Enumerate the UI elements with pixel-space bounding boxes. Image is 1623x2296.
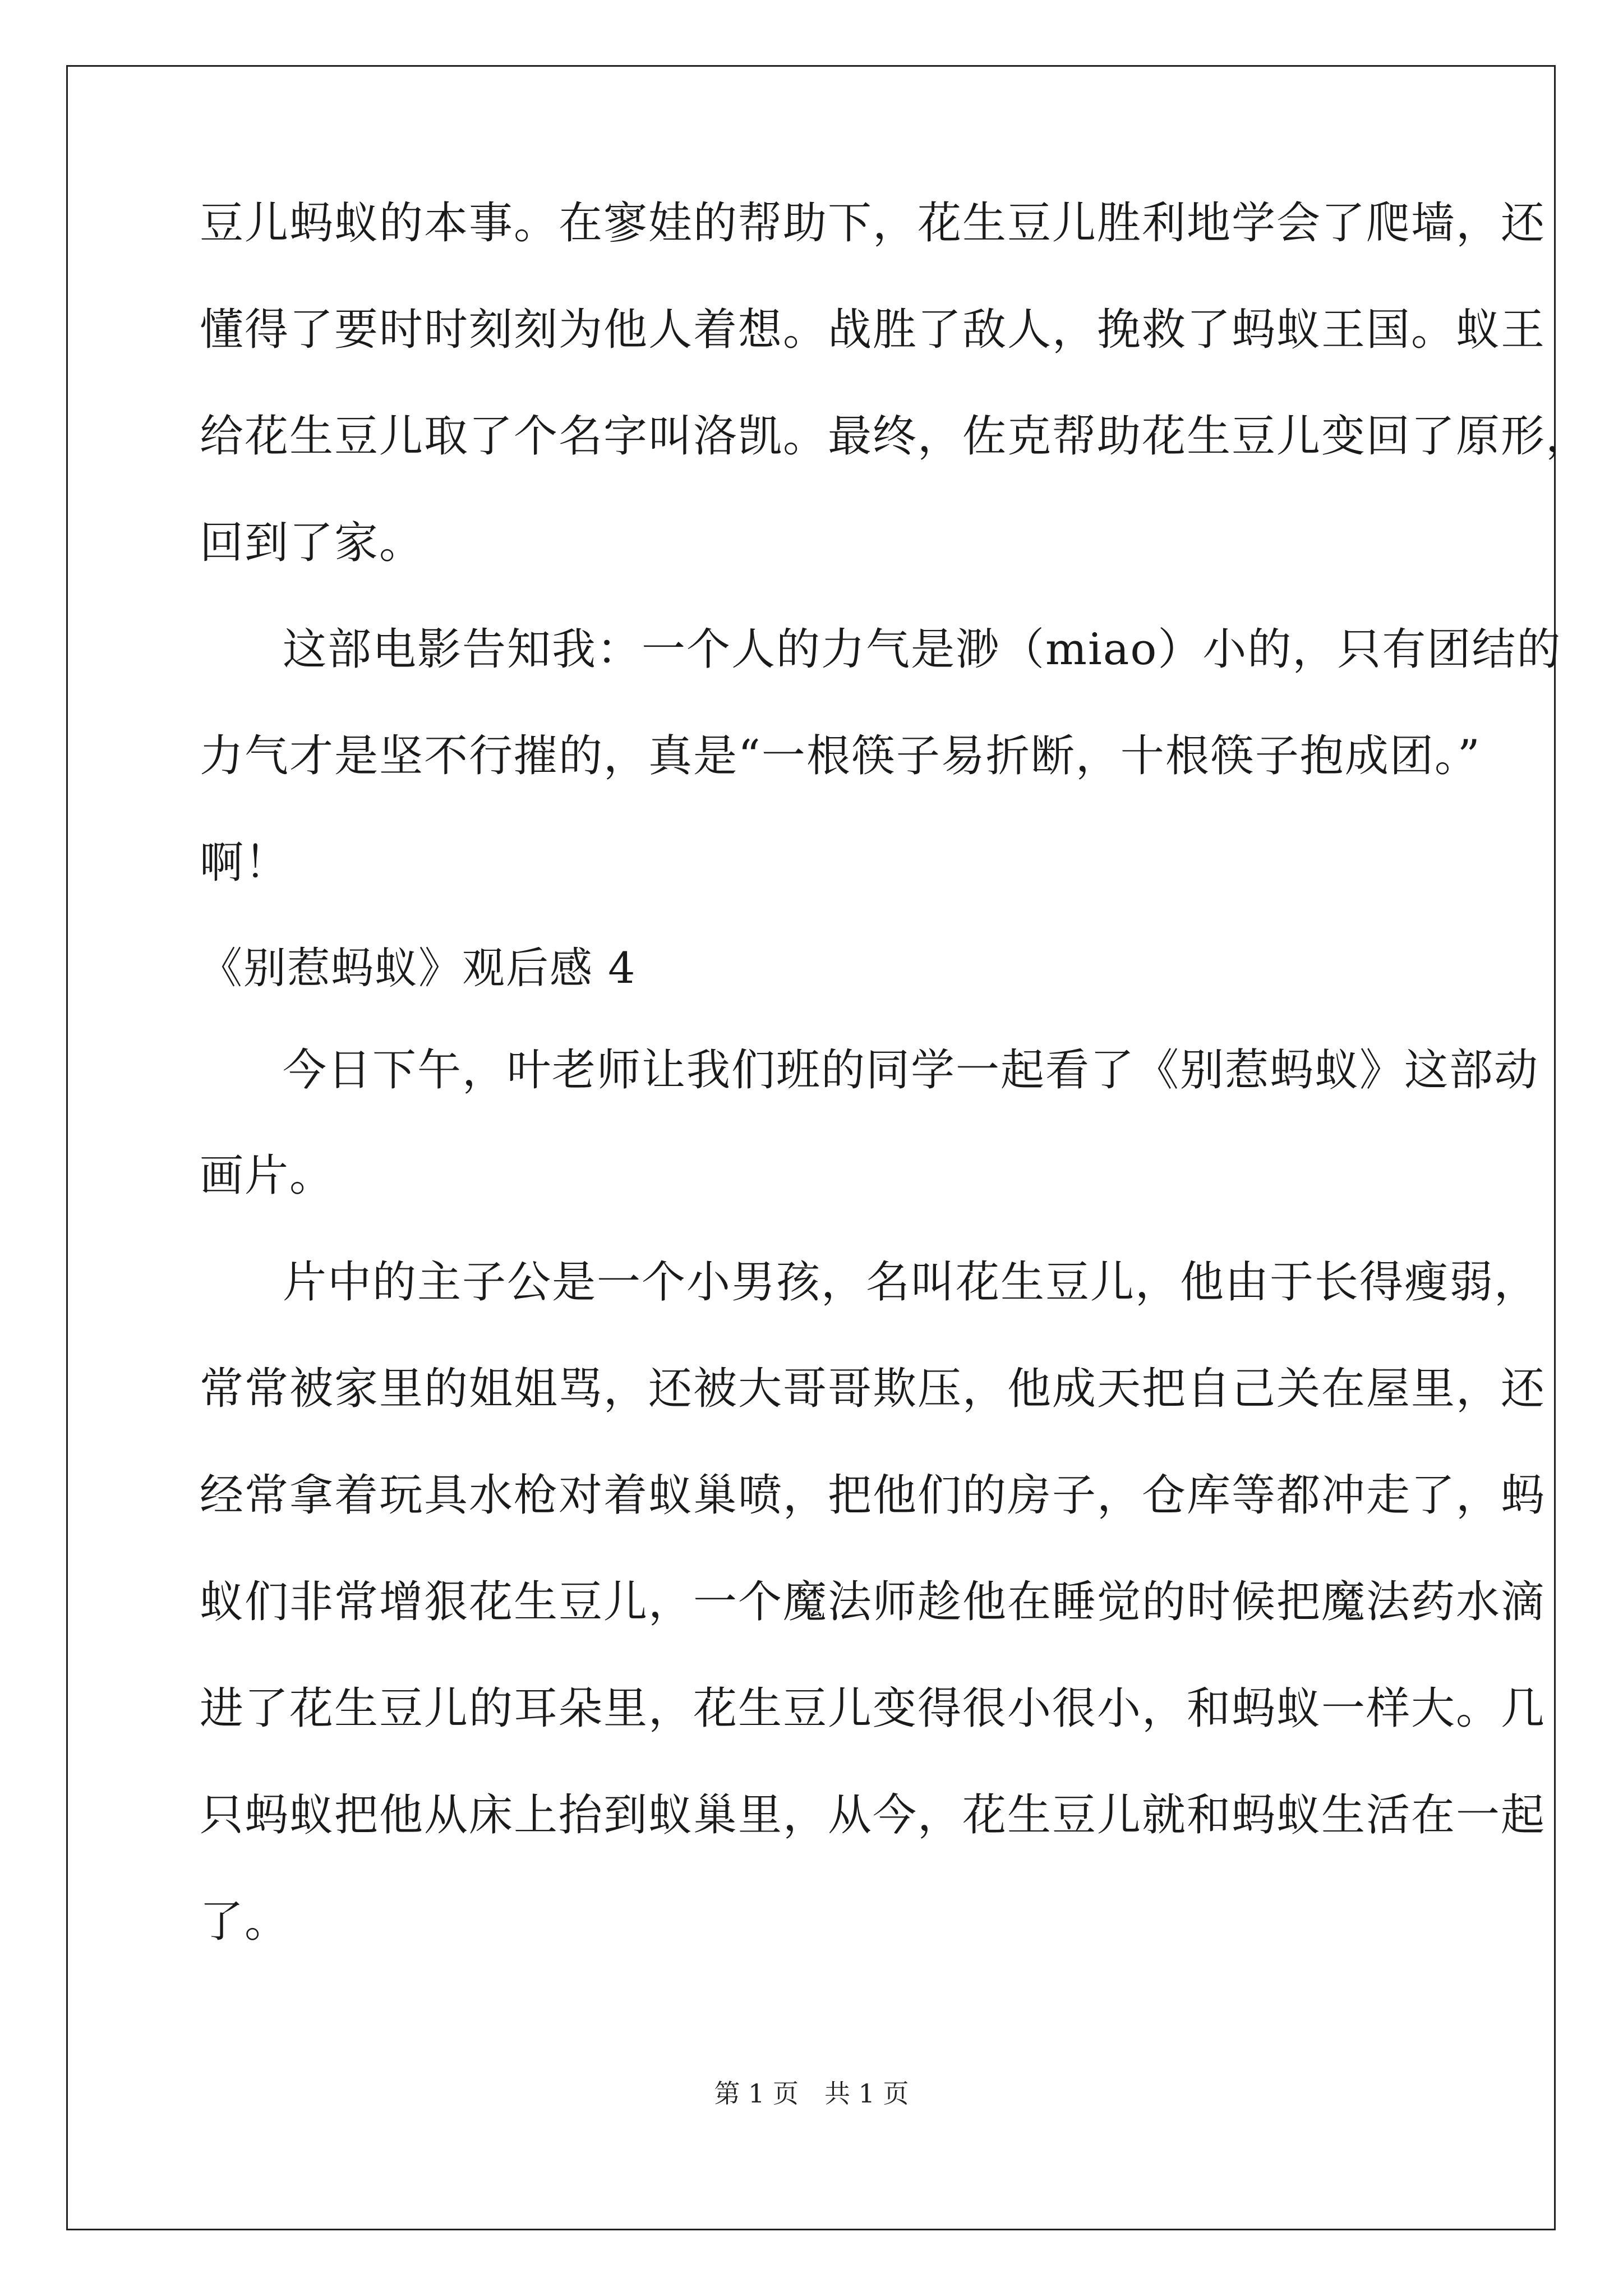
paragraph-line: 常常被家里的姐姐骂，还被大哥哥欺压，他成天把自己关在屋里，还 [200, 1364, 1546, 1414]
page-number: 第 1 页 共 1 页 [714, 2078, 909, 2109]
paragraph-line: 画片。 [200, 1151, 335, 1201]
paragraph-line: 力气才是坚不行摧的，真是“一根筷子易折断，十根筷子抱成团。” [200, 731, 1481, 781]
section-heading: 《别惹蚂蚁》观后感 4 [200, 943, 637, 993]
paragraph-line: 蚁们非常增狠花生豆儿，一个魔法师趁他在睡觉的时候把魔法药水滴 [200, 1577, 1546, 1627]
paragraph-line: 给花生豆儿取了个名字叫洛凯。最终，佐克帮助花生豆儿变回了原形， [200, 411, 1591, 462]
paragraph-line: 今日下午，叶老师让我们班的同学一起看了《别惹蚂蚁》这部动 [283, 1045, 1539, 1096]
paragraph-line: 只蚂蚁把他从床上抬到蚁巢里，从今，花生豆儿就和蚂蚁生活在一起 [200, 1790, 1546, 1841]
paragraph-line: 豆儿蚂蚁的本事。在寥娃的帮助下，花生豆儿胜利地学会了爬墙，还 [200, 198, 1546, 249]
paragraph-line: 经常拿着玩具水枪对着蚁巢喷，把他们的房子，仓库等都冲走了，蚂 [200, 1470, 1546, 1521]
paragraph-line: 了。 [200, 1897, 290, 1947]
paragraph-line: 回到了家。 [200, 518, 425, 568]
paragraph-line: 片中的主子公是一个小男孩，名叫花生豆儿，他由于长得瘦弱， [283, 1257, 1539, 1308]
paragraph-line: 这部电影告知我：一个人的力气是渺（miao）小的，只有团结的 [283, 624, 1562, 675]
paragraph-line: 啊！ [200, 838, 290, 888]
paragraph-line: 懂得了要时时刻刻为他人着想。战胜了敌人，挽救了蚂蚁王国。蚁王 [200, 305, 1546, 355]
paragraph-line: 进了花生豆儿的耳朵里，花生豆儿变得很小很小，和蚂蚁一样大。几 [200, 1683, 1546, 1734]
